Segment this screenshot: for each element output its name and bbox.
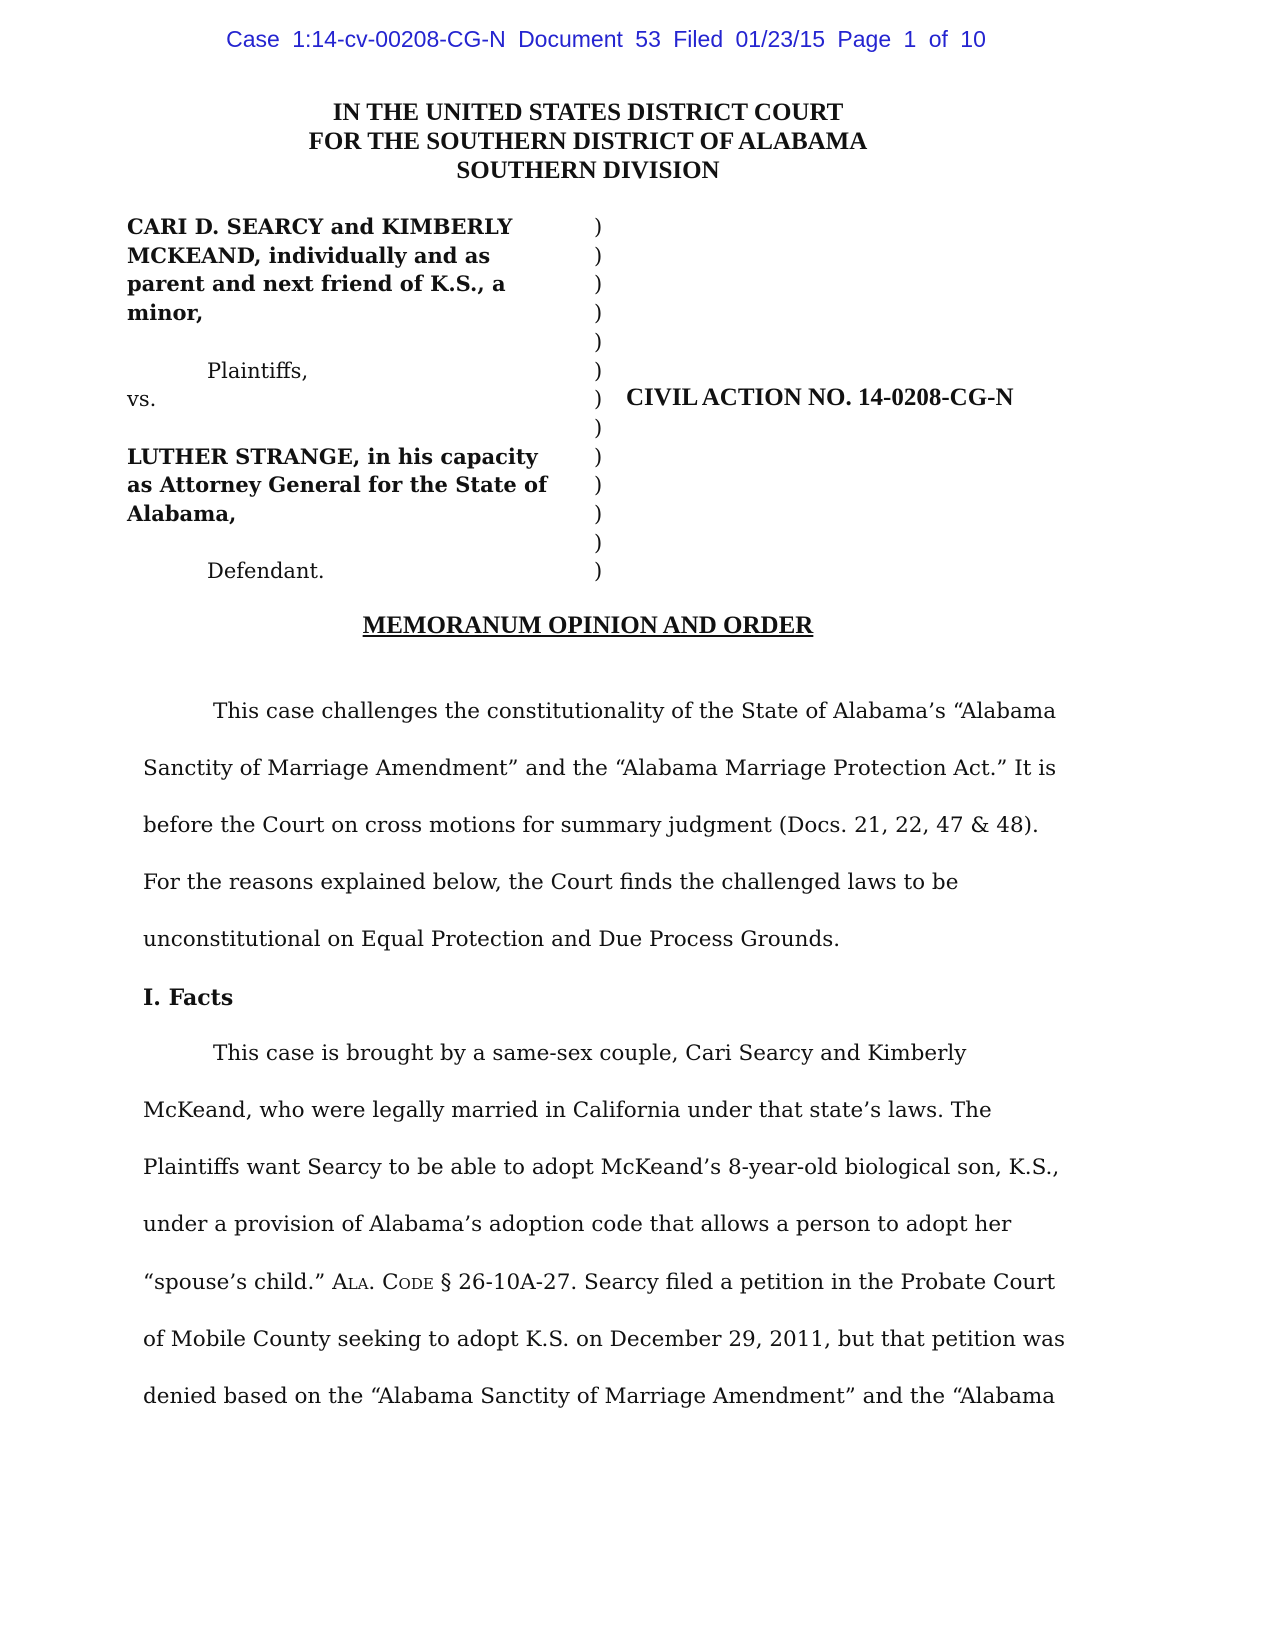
section-heading-facts: I. Facts xyxy=(143,985,234,1011)
body-line xyxy=(143,1270,1055,1295)
body-text: § 26-10A-27. Searcy filed a petition in the Probate Court xyxy=(433,1270,1056,1295)
caption-line: as Attorney General for the State of xyxy=(127,472,548,498)
body-line: This case challenges the constitutionality of the State of Alabama’s “Alabama xyxy=(213,699,1057,724)
body-line: McKeand, who were legally married in California under that state’s laws. The xyxy=(143,1098,992,1123)
vs-label: vs. xyxy=(127,387,157,412)
defendant-name xyxy=(127,443,547,529)
caption-paren: ) xyxy=(594,243,603,268)
caption-paren: ) xyxy=(594,530,603,555)
court-line: SOUTHERN DIVISION xyxy=(456,157,720,184)
body-line: under a provision of Alabama’s adoption code that allows a person to adopt her xyxy=(143,1212,1012,1237)
body-line: Plaintiffs want Searcy to be able to adopt McKeand’s 8-year-old biological son, K.S., xyxy=(143,1155,1060,1180)
body-line: before the Court on cross motions for summary judgment (Docs. 21, 22, 47 & 48). xyxy=(143,813,1039,838)
caption-parens xyxy=(594,213,602,586)
body-line: of Mobile County seeking to adopt K.S. on December 29, 2011, but that petition was xyxy=(143,1327,1066,1352)
body-text: “spouse’s child.” xyxy=(143,1270,333,1295)
caption-line: CARI D. SEARCY and KIMBERLY xyxy=(127,214,513,239)
case-caption-parties xyxy=(127,213,547,586)
caption-paren: ) xyxy=(594,358,603,383)
caption-paren: ) xyxy=(594,415,603,440)
caption-line: LUTHER STRANGE, in his capacity xyxy=(127,443,538,469)
caption-paren: ) xyxy=(594,215,603,239)
caption-paren: ) xyxy=(594,473,603,498)
caption-paren: ) xyxy=(594,301,603,326)
caption-line: MCKEAND, individually and as xyxy=(127,242,491,268)
defendant-label: Defendant. xyxy=(207,559,325,584)
plaintiffs-name xyxy=(127,213,547,328)
court-heading xyxy=(0,98,1176,185)
civil-action-number: CIVIL ACTION NO. 14-0208-CG-N xyxy=(626,384,1014,411)
body-line: Sanctity of Marriage Amendment” and the “Alabama Marriage Protection Act.” It is xyxy=(143,756,1057,781)
caption-paren: ) xyxy=(594,329,603,354)
statute-citation: Ala. Code xyxy=(332,1270,434,1295)
caption-line: parent and next friend of K.S., a xyxy=(127,271,506,297)
caption-paren: ) xyxy=(594,559,603,584)
caption-paren: ) xyxy=(594,272,603,297)
ecf-header-stamp: Case 1:14-cv-00208-CG-N Document 53 Filed 01/23/15 Page 1 of 10 xyxy=(226,26,986,52)
document-title: MEMORANUM OPINION AND ORDER xyxy=(362,612,814,639)
caption-paren: ) xyxy=(594,502,603,527)
court-line: IN THE UNITED STATES DISTRICT COURT xyxy=(332,99,844,126)
caption-line: minor, xyxy=(127,300,204,326)
caption-paren: ) xyxy=(594,387,603,412)
caption-paren: ) xyxy=(594,444,603,469)
court-line: FOR THE SOUTHERN DISTRICT OF ALABAMA xyxy=(308,128,868,155)
body-line: This case is brought by a same-sex couple, Cari Searcy and Kimberly xyxy=(213,1041,967,1066)
body-line: For the reasons explained below, the Court finds the challenged laws to be xyxy=(143,870,959,895)
caption-line: Alabama, xyxy=(127,501,237,526)
plaintiffs-label: Plaintiffs, xyxy=(207,358,309,383)
body-line: denied based on the “Alabama Sanctity of Marriage Amendment” and the “Alabama xyxy=(143,1384,1056,1409)
body-line: unconstitutional on Equal Protection and Due Process Grounds. xyxy=(143,927,841,952)
